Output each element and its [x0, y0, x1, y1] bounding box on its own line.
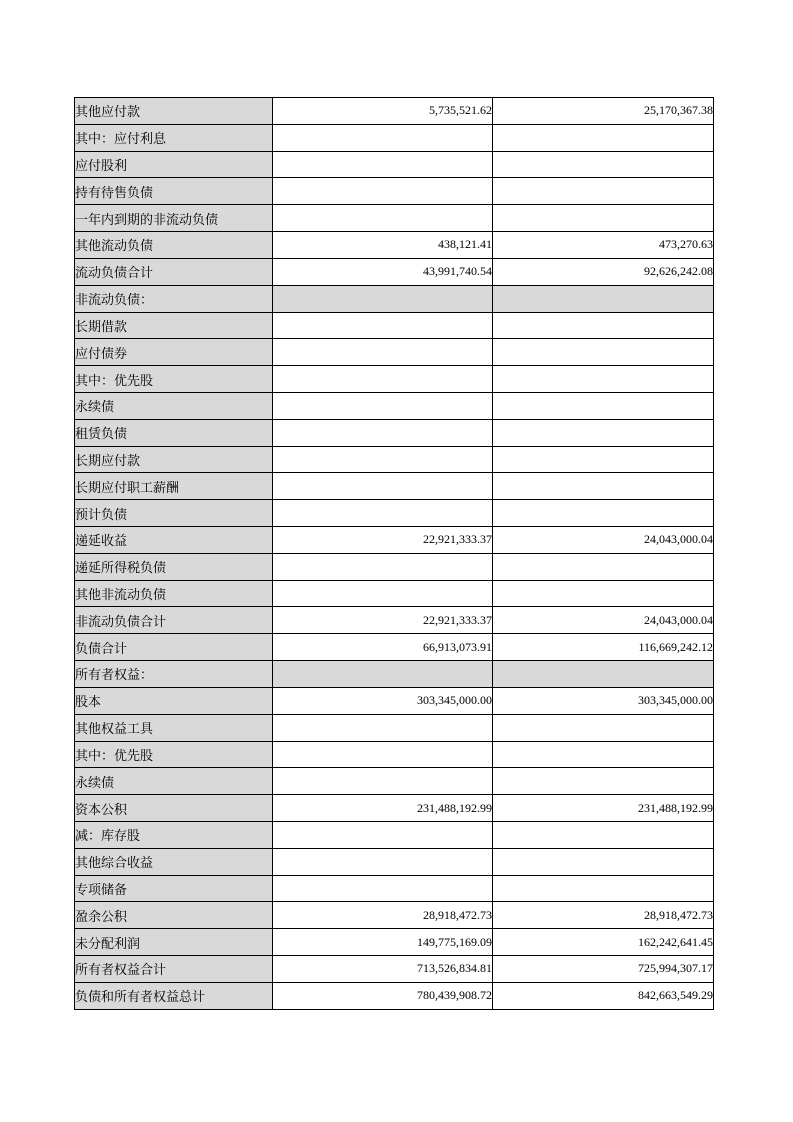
- row-label-cell: 长期应付职工薪酬: [75, 473, 273, 500]
- row-label-cell: 其中：优先股: [75, 366, 273, 393]
- amount-prior-cell: 303,345,000.00: [493, 687, 714, 714]
- row-label-cell: 资本公积: [75, 795, 273, 822]
- row-label-cell: 其他流动负债: [75, 232, 273, 259]
- row-label-cell: 其他非流动负债: [75, 580, 273, 607]
- row-label-cell: 非流动负债：: [75, 285, 273, 312]
- amount-current-cell: 780,439,908.72: [273, 982, 493, 1009]
- row-label-cell: 流动负债合计: [75, 258, 273, 285]
- table-row: [75, 473, 714, 500]
- table-row: [75, 312, 714, 339]
- amount-current-cell: [273, 178, 493, 205]
- row-label-cell: 负债合计: [75, 634, 273, 661]
- amount-current-cell: 43,991,740.54: [273, 258, 493, 285]
- row-label-cell: 其他综合收益: [75, 848, 273, 875]
- amount-prior-cell: 116,669,242.12: [493, 634, 714, 661]
- amount-prior-cell: [493, 553, 714, 580]
- table-row: [75, 178, 714, 205]
- balance-sheet-body: [75, 98, 714, 1010]
- amount-prior-cell: 28,918,472.73: [493, 902, 714, 929]
- row-label-cell: 一年内到期的非流动负债: [75, 205, 273, 232]
- row-label-cell: 非流动负债合计: [75, 607, 273, 634]
- amount-prior-cell: [493, 392, 714, 419]
- row-label-cell: 长期应付款: [75, 446, 273, 473]
- row-label-cell: 其他权益工具: [75, 714, 273, 741]
- amount-current-cell: 149,775,169.09: [273, 929, 493, 956]
- table-row: [75, 634, 714, 661]
- row-label-cell: 预计负债: [75, 500, 273, 527]
- amount-prior-cell: [493, 875, 714, 902]
- table-row: [75, 205, 714, 232]
- amount-current-cell: [273, 875, 493, 902]
- amount-current-cell: 28,918,472.73: [273, 902, 493, 929]
- amount-prior-cell: 473,270.63: [493, 232, 714, 259]
- amount-prior-cell: [493, 419, 714, 446]
- section-header-row: [75, 285, 714, 312]
- amount-current-cell: [273, 473, 493, 500]
- table-row: [75, 366, 714, 393]
- amount-prior-cell: [493, 661, 714, 688]
- table-row: [75, 741, 714, 768]
- table-row: [75, 875, 714, 902]
- amount-current-cell: 22,921,333.37: [273, 607, 493, 634]
- amount-current-cell: 66,913,073.91: [273, 634, 493, 661]
- amount-current-cell: [273, 446, 493, 473]
- amount-prior-cell: 842,663,549.29: [493, 982, 714, 1009]
- amount-prior-cell: 24,043,000.04: [493, 527, 714, 554]
- table-row: [75, 553, 714, 580]
- amount-prior-cell: 231,488,192.99: [493, 795, 714, 822]
- amount-prior-cell: [493, 178, 714, 205]
- row-label-cell: 专项储备: [75, 875, 273, 902]
- table-row: [75, 982, 714, 1009]
- amount-current-cell: 5,735,521.62: [273, 98, 493, 125]
- row-label-cell: 负债和所有者权益总计: [75, 982, 273, 1009]
- amount-prior-cell: [493, 205, 714, 232]
- table-row: [75, 339, 714, 366]
- row-label-cell: 长期借款: [75, 312, 273, 339]
- amount-prior-cell: [493, 312, 714, 339]
- amount-prior-cell: 162,242,641.45: [493, 929, 714, 956]
- table-row: [75, 714, 714, 741]
- amount-prior-cell: [493, 821, 714, 848]
- row-label-cell: 应付债券: [75, 339, 273, 366]
- amount-current-cell: [273, 151, 493, 178]
- amount-current-cell: 231,488,192.99: [273, 795, 493, 822]
- amount-prior-cell: [493, 580, 714, 607]
- row-label-cell: 递延所得税负债: [75, 553, 273, 580]
- table-row: [75, 929, 714, 956]
- table-row: [75, 607, 714, 634]
- amount-current-cell: 438,121.41: [273, 232, 493, 259]
- table-row: [75, 848, 714, 875]
- table-row: [75, 500, 714, 527]
- amount-prior-cell: 25,170,367.38: [493, 98, 714, 125]
- row-label-cell: 永续债: [75, 392, 273, 419]
- table-row: [75, 768, 714, 795]
- row-label-cell: 其中：应付利息: [75, 124, 273, 151]
- amount-current-cell: [273, 580, 493, 607]
- row-label-cell: 其中：优先股: [75, 741, 273, 768]
- amount-current-cell: [273, 366, 493, 393]
- table-row: [75, 956, 714, 983]
- amount-current-cell: 303,345,000.00: [273, 687, 493, 714]
- amount-current-cell: [273, 392, 493, 419]
- amount-current-cell: [273, 714, 493, 741]
- row-label-cell: 递延收益: [75, 527, 273, 554]
- amount-prior-cell: [493, 124, 714, 151]
- amount-current-cell: [273, 285, 493, 312]
- amount-current-cell: [273, 661, 493, 688]
- section-header-row: [75, 661, 714, 688]
- row-label-cell: 股本: [75, 687, 273, 714]
- amount-prior-cell: 92,626,242.08: [493, 258, 714, 285]
- amount-current-cell: [273, 821, 493, 848]
- amount-current-cell: [273, 500, 493, 527]
- amount-prior-cell: [493, 339, 714, 366]
- row-label-cell: 所有者权益：: [75, 661, 273, 688]
- amount-prior-cell: [493, 473, 714, 500]
- amount-current-cell: [273, 312, 493, 339]
- table-row: [75, 527, 714, 554]
- amount-prior-cell: [493, 741, 714, 768]
- amount-current-cell: [273, 741, 493, 768]
- table-row: [75, 419, 714, 446]
- balance-sheet-table: [74, 97, 714, 1010]
- amount-current-cell: [273, 205, 493, 232]
- amount-current-cell: 22,921,333.37: [273, 527, 493, 554]
- table-row: [75, 446, 714, 473]
- amount-current-cell: [273, 768, 493, 795]
- amount-current-cell: [273, 553, 493, 580]
- amount-current-cell: 713,526,834.81: [273, 956, 493, 983]
- amount-prior-cell: 725,994,307.17: [493, 956, 714, 983]
- row-label-cell: 盈余公积: [75, 902, 273, 929]
- table-row: [75, 151, 714, 178]
- table-row: [75, 821, 714, 848]
- amount-prior-cell: [493, 848, 714, 875]
- amount-prior-cell: [493, 446, 714, 473]
- table-row: [75, 580, 714, 607]
- table-row: [75, 98, 714, 125]
- table-row: [75, 687, 714, 714]
- amount-current-cell: [273, 339, 493, 366]
- amount-prior-cell: [493, 768, 714, 795]
- table-row: [75, 795, 714, 822]
- amount-prior-cell: [493, 500, 714, 527]
- row-label-cell: 所有者权益合计: [75, 956, 273, 983]
- amount-prior-cell: [493, 285, 714, 312]
- table-row: [75, 902, 714, 929]
- table-row: [75, 124, 714, 151]
- table-row: [75, 392, 714, 419]
- row-label-cell: 未分配利润: [75, 929, 273, 956]
- row-label-cell: 减：库存股: [75, 821, 273, 848]
- amount-current-cell: [273, 124, 493, 151]
- table-row: [75, 232, 714, 259]
- row-label-cell: 租赁负债: [75, 419, 273, 446]
- row-label-cell: 持有待售负债: [75, 178, 273, 205]
- amount-current-cell: [273, 848, 493, 875]
- amount-prior-cell: [493, 366, 714, 393]
- table-row: [75, 258, 714, 285]
- row-label-cell: 永续债: [75, 768, 273, 795]
- row-label-cell: 其他应付款: [75, 98, 273, 125]
- amount-prior-cell: [493, 151, 714, 178]
- amount-prior-cell: [493, 714, 714, 741]
- amount-prior-cell: 24,043,000.04: [493, 607, 714, 634]
- row-label-cell: 应付股利: [75, 151, 273, 178]
- amount-current-cell: [273, 419, 493, 446]
